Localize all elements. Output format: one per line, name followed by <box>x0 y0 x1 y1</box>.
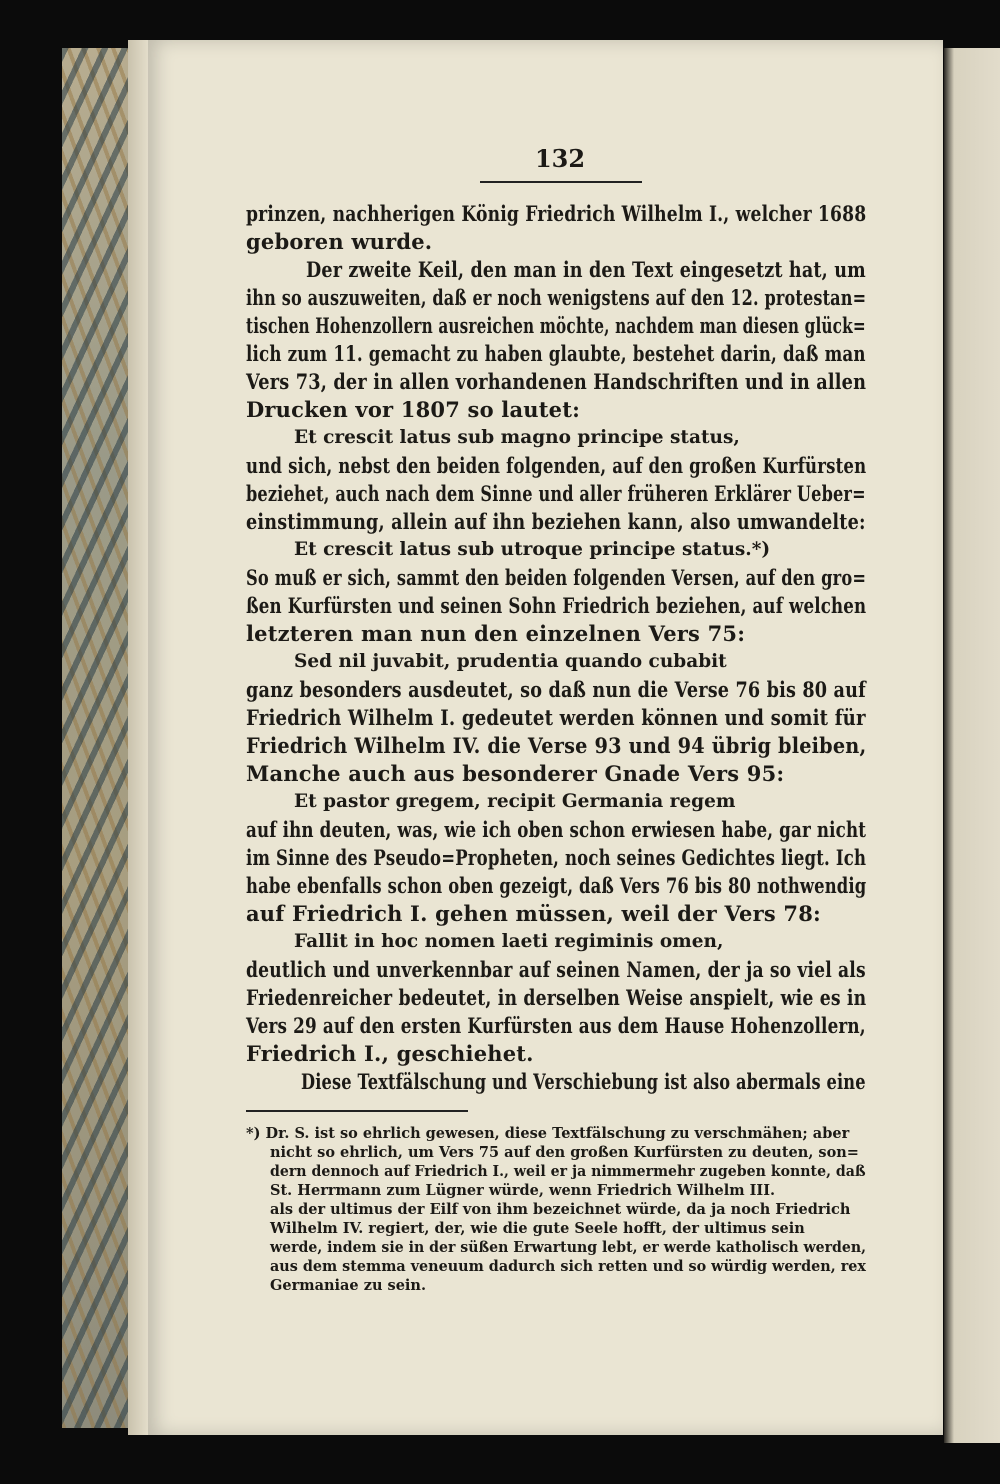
header-rule <box>480 181 642 183</box>
body-line: Friedrich Wilhelm I. gedeutet werden können und somit für <box>246 705 866 730</box>
body-line: So muß er sich, sammt den beiden folgenden Versen, auf den gro= <box>246 565 867 590</box>
body-line: ihn so auszuweiten, daß er noch wenigstens auf den 12. protestan= <box>246 285 867 310</box>
body-line: tischen Hohenzollern ausreichen möchte, nachdem man diesen glück= <box>246 313 866 338</box>
latin-verse: Et crescit latus sub magno principe status, <box>294 427 740 448</box>
body-line: ganz besonders ausdeutet, so daß nun die Verse 76 bis 80 auf <box>246 677 866 702</box>
body-line: und sich, nebst den beiden folgenden, auf den großen Kurfürsten <box>246 453 867 478</box>
body-line: auf Friedrich I. gehen müssen, weil der Vers 78: <box>246 901 821 926</box>
latin-verse: Et crescit latus sub utroque principe status.*) <box>294 539 771 560</box>
body-line: letzteren man nun den einzelnen Vers 75: <box>246 621 746 646</box>
footnote-line: St. Herrmann zum Lügner würde, wenn Friedrich Wilhelm III. <box>270 1182 776 1199</box>
latin-verse: Fallit in hoc nomen laeti regiminis omen, <box>294 931 724 952</box>
body-line: Friedrich I., geschiehet. <box>246 1041 534 1066</box>
footnote-line: Germaniae zu sein. <box>270 1277 427 1294</box>
latin-verse: Sed nil juvabit, prudentia quando cubabit <box>294 651 727 672</box>
body-line: Vers 29 auf den ersten Kurfürsten aus dem Hause Hohenzollern, <box>246 1013 866 1038</box>
footnote-line: Wilhelm IV. regiert, der, wie die gute Seele hofft, der ultimus sein <box>270 1220 805 1237</box>
body-line: auf ihn deuten, was, wie ich oben schon erwiesen habe, gar nicht <box>246 817 867 842</box>
footnote-line: werde, indem sie in der süßen Erwartung lebt, er werde katholisch werden, <box>270 1239 867 1256</box>
footnote-line: nicht so ehrlich, um Vers 75 auf den großen Kurfürsten zu deuten, son= <box>270 1144 859 1161</box>
footnote-line: als der ultimus der Eilf von ihm bezeichnet würde, da ja noch Friedrich <box>270 1201 851 1218</box>
page-number: 132 <box>534 144 586 173</box>
footnote-line: dern dennoch auf Friedrich I., weil er ja nimmermehr zugeben konnte, daß <box>270 1163 866 1180</box>
body-line: einstimmung, allein auf ihn beziehen kann, also umwandelte: <box>246 509 866 534</box>
body-line: deutlich und unverkennbar auf seinen Namen, der ja so viel als <box>246 957 866 982</box>
latin-verse: Et pastor gregem, recipit Germania regem <box>294 791 736 812</box>
body-line: im Sinne des Pseudo=Propheten, noch seines Gedichtes liegt. Ich <box>246 845 867 870</box>
body-line: Diese Textfälschung und Verschiebung ist also abermals eine <box>301 1069 866 1094</box>
footnote-line: aus dem stemma veneuum dadurch sich retten und so würdig werden, rex <box>270 1258 866 1275</box>
footnote-rule <box>246 1110 468 1112</box>
page-stack-edge <box>128 40 150 1435</box>
body-line: lich zum 11. gemacht zu haben glaubte, bestehet darin, daß man <box>246 341 866 366</box>
body-line: prinzen, nachherigen König Friedrich Wilhelm I., welcher 1688 <box>246 201 867 226</box>
body-line: ßen Kurfürsten und seinen Sohn Friedrich beziehen, auf welchen <box>246 593 867 618</box>
body-line: Manche auch aus besonderer Gnade Vers 95: <box>246 761 785 786</box>
body-line: Friedrich Wilhelm IV. die Verse 93 und 94 übrig bleiben, <box>246 733 867 758</box>
marbled-page-edge <box>62 48 128 1428</box>
body-line: Vers 73, der in allen vorhandenen Handschriften und in allen <box>246 369 867 394</box>
body-line: beziehet, auch nach dem Sinne und aller früheren Erklärer Ueber= <box>246 481 866 506</box>
body-line: Friedenreicher bedeutet, in derselben Weise anspielt, wie es in <box>246 985 867 1010</box>
facing-page-edge <box>944 48 1000 1443</box>
body-line: Der zweite Keil, den man in den Text eingesetzt hat, um <box>306 257 866 282</box>
body-line: habe ebenfalls schon oben gezeigt, daß Vers 76 bis 80 nothwendig <box>246 873 867 898</box>
footnote-line: *) Dr. S. ist so ehrlich gewesen, diese Textfälschung zu verschmähen; aber <box>246 1125 850 1142</box>
body-line: geboren wurde. <box>246 229 433 254</box>
body-line: Drucken vor 1807 so lautet: <box>246 397 581 422</box>
